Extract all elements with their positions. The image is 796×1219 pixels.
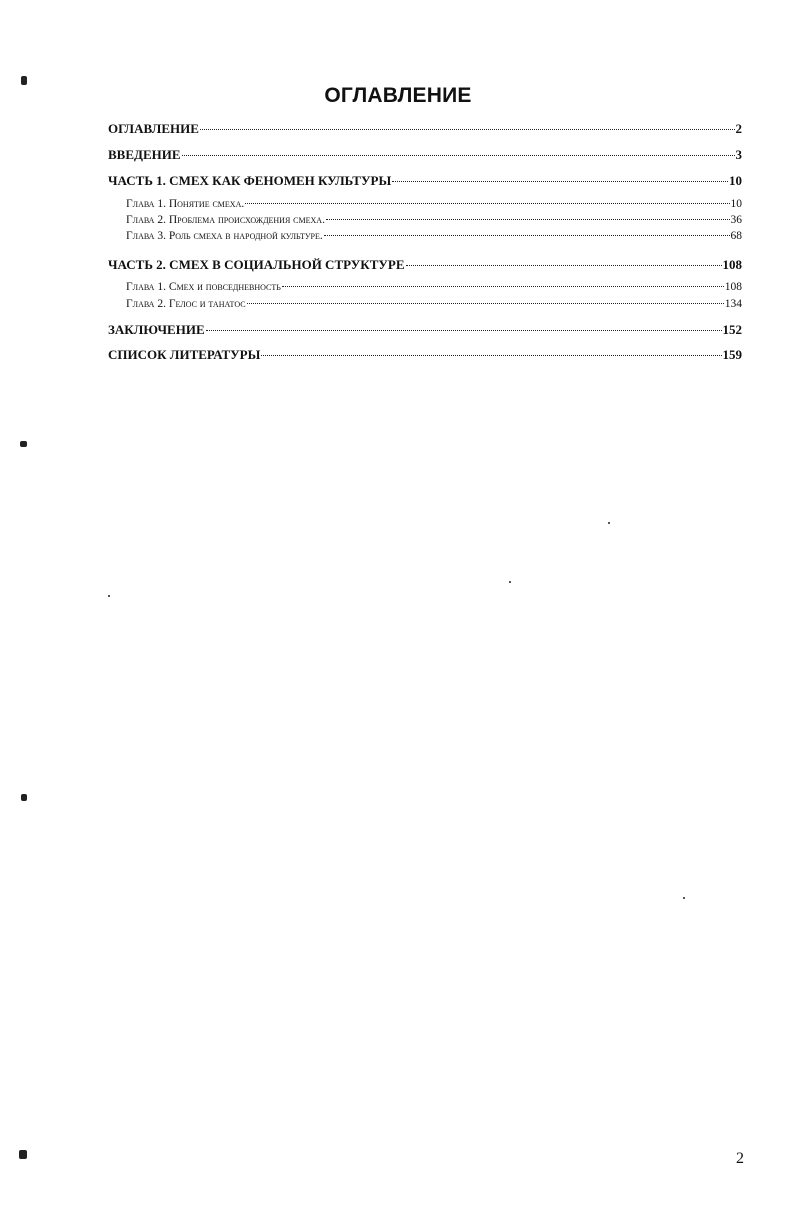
toc-subentry[interactable]	[126, 298, 742, 310]
scan-speck	[20, 441, 27, 447]
toc-entry-page: 108	[722, 257, 742, 272]
toc-entry-label: ВВЕДЕНИЕ	[108, 147, 181, 162]
toc-subentry[interactable]	[126, 281, 742, 293]
dot-leader	[200, 129, 735, 130]
dot-leader	[282, 286, 724, 287]
scan-speck	[21, 76, 27, 85]
toc-entry-label: ОГЛАВЛЕНИЕ	[108, 121, 199, 136]
toc-entry-page: 159	[722, 347, 742, 362]
dot-leader	[261, 355, 721, 356]
scan-speck	[21, 794, 27, 801]
toc-entry-page: 152	[722, 322, 742, 337]
toc-subentry[interactable]	[126, 198, 742, 210]
dot-leader	[392, 181, 728, 182]
toc-entry-label: Глава 2. Гелос и танатос	[126, 298, 246, 310]
toc-entry-page: 134	[724, 298, 742, 310]
toc-entry-page: 68	[730, 230, 742, 242]
toc-entry[interactable]	[108, 121, 742, 137]
toc-entry[interactable]	[108, 173, 742, 189]
scan-speck	[19, 1150, 27, 1159]
toc-entry-label: Глава 1. Смех и повседневность	[126, 281, 281, 293]
dot-leader	[206, 330, 722, 331]
toc-entry-page: 108	[724, 281, 742, 293]
toc-entry-page: 3	[735, 147, 742, 162]
scan-speck	[509, 581, 511, 583]
toc-entry[interactable]	[108, 347, 742, 363]
dot-leader	[326, 219, 730, 220]
dot-leader	[182, 155, 735, 156]
toc-entry-page: 10	[729, 173, 742, 188]
dot-leader	[406, 265, 722, 266]
toc-subentry[interactable]	[126, 214, 742, 226]
toc-entry-label: Глава 3. Роль смеха в народной культуре.	[126, 230, 323, 242]
toc-entry-label: ЧАСТЬ 1. СМЕХ КАК ФЕНОМЕН КУЛЬТУРЫ	[108, 173, 392, 188]
dot-leader	[245, 203, 729, 204]
toc-entry[interactable]	[108, 322, 742, 338]
toc-entry-page: 2	[735, 121, 742, 136]
toc-entry[interactable]	[108, 257, 742, 273]
toc-entry-label: Глава 2. Проблема происхождения смеха.	[126, 214, 325, 226]
toc-entry-page: 10	[730, 198, 742, 210]
toc-entry-label: ЧАСТЬ 2. СМЕХ В СОЦИАЛЬНОЙ СТРУКТУРЕ	[108, 257, 405, 272]
toc-entry-label: СПИСОК ЛИТЕРАТУРЫ	[108, 347, 261, 362]
scan-speck	[683, 897, 685, 899]
scan-speck	[608, 522, 610, 524]
toc-entry-label: Глава 1. Понятие смеха.	[126, 198, 245, 210]
dot-leader	[324, 235, 730, 236]
scan-speck	[108, 595, 110, 597]
toc-subentry[interactable]	[126, 230, 742, 242]
page-title: ОГЛАВЛЕНИЕ	[324, 84, 472, 107]
page-number: 2	[736, 1150, 744, 1167]
dot-leader	[247, 303, 724, 304]
toc-entry[interactable]	[108, 147, 742, 163]
toc-entry-label: ЗАКЛЮЧЕНИЕ	[108, 322, 205, 337]
toc-entry-page: 36	[730, 214, 742, 226]
